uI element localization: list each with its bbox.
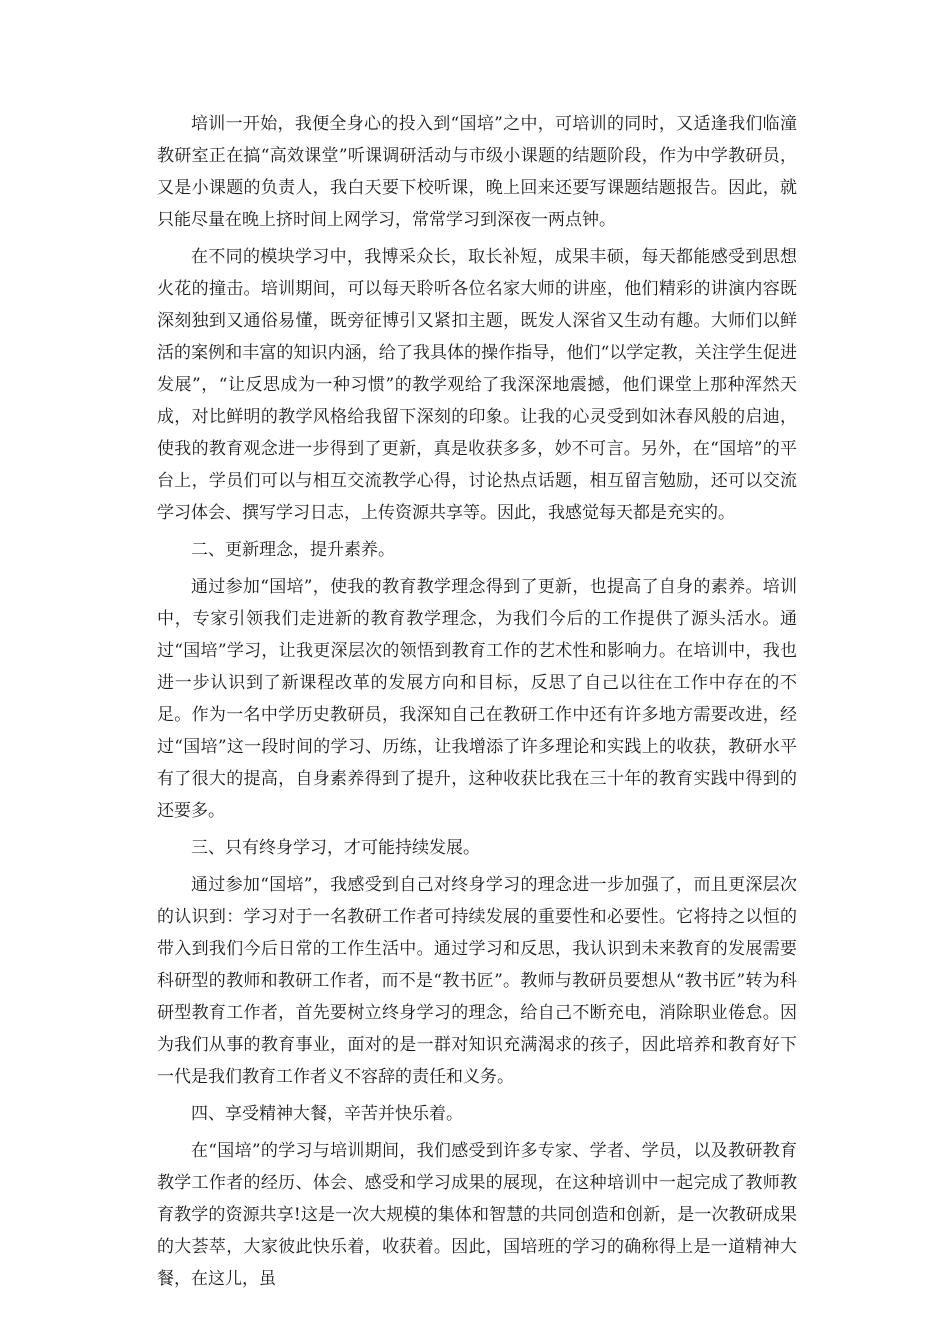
paragraph-update-concepts: 通过参加“国培”，使我的教育教学理念得到了更新，也提高了自身的素养。培训中，专家引领我们走进新的教育教学理念，为我们今后的工作提供了源头活水。通过“国培”学习，让我更深层次的领悟到教育工作的艺术性和影响力。在培训中，我也进一步认识到了新课程改革的发展方向和目标，反思了自己以往在工作中存在的不足。作为一名中学历史教研员，我深知自己在教研工作中还有许多地方需要改进，经过“国培”这一段时间的学习、历练，让我增添了许多理论和实践上的收获，教研水平有了很大的提高，自身素养得到了提升，这种收获比我在三十年的教育实践中得到的还要多。	[157, 577, 797, 821]
section-heading-lifelong-learning: 三、只有终身学习，才可能持续发展。	[191, 838, 480, 858]
section-heading-update-concepts: 二、更新理念，提升素养。	[191, 540, 395, 560]
paragraph-lifelong-learning: 通过参加“国培”，我感受到自己对终身学习的理念进一步加强了，而且更深层次的认识到：学习对于一名教研工作者可持续发展的重要性和必要性。它将持之以恒的带入到我们今后日常的工作生活中。通过学习和反思，我认识到未来教育的发展需要科研型的教师和教研工作者，而不是“教书匠”。教师与教研员要想从“教书匠”转为科研型教育工作者，首先要树立终身学习的理念，给自己不断充电，消除职业倦怠。因为我们从事的教育事业，面对的是一群对知识充满渴求的孩子，因此培养和教育好下一代是我们教育工作者义不容辞的责任和义务。	[157, 875, 797, 1087]
paragraph-spiritual-feast: 在“国培”的学习与培训期间，我们感受到许多专家、学者、学员，以及教研教育教学工作者的经历、体会、感受和学习成果的展现，在这种培训中一起完成了教师教育教学的资源共享!这是一次大规模的集体和智慧的共同创造和创新，是一次教研成果的大荟萃，大家彼此快乐着，收获着。因此，国培班的学习的确称得上是一道精神大餐，在这儿，虽	[157, 1141, 797, 1289]
paragraph-module-learning: 在不同的模块学习中，我博采众长，取长补短，成果丰硕，每天都能感受到思想火花的撞击。培训期间，可以每天聆听各位名家大师的讲座，他们精彩的讲演内容既深刻独到又通俗易懂，既旁征博引又紧扣主题，既发人深省又生动有趣。大师们以鲜活的案例和丰富的知识内涵，给了我具体的操作指导，他们“以学定教，关注学生促进发展”，“让反思成为一种习惯”的教学观给了我深深地震撼，他们课堂上那种浑然天成，对比鲜明的教学风格给我留下深刻的印象。让我的心灵受到如沐春风般的启迪，使我的教育观念进一步得到了更新，真是收获多多，妙不可言。另外，在“国培”的平台上，学员们可以与相互交流教学心得，讨论热点话题，相互留言勉励，还可以交流学习体会、撰写学习日志，上传资源共享等。因此，我感觉每天都是充实的。	[157, 247, 797, 523]
paragraph-training-start: 培训一开始，我便全身心的投入到“国培”之中，可培训的同时，又适逢我们临潼教研室正在搞“高效课堂”听课调研活动与市级小课题的结题阶段，作为中学教研员，又是小课题的负责人，我白天要下校听课，晚上回来还要写课题结题报告。因此，就只能尽量在晚上挤时间上网学习，常常学习到深夜一两点钟。	[157, 114, 797, 230]
document-page	[157, 108, 797, 1300]
section-heading-spiritual-feast: 四、享受精神大餐，辛苦并快乐着。	[191, 1104, 463, 1124]
